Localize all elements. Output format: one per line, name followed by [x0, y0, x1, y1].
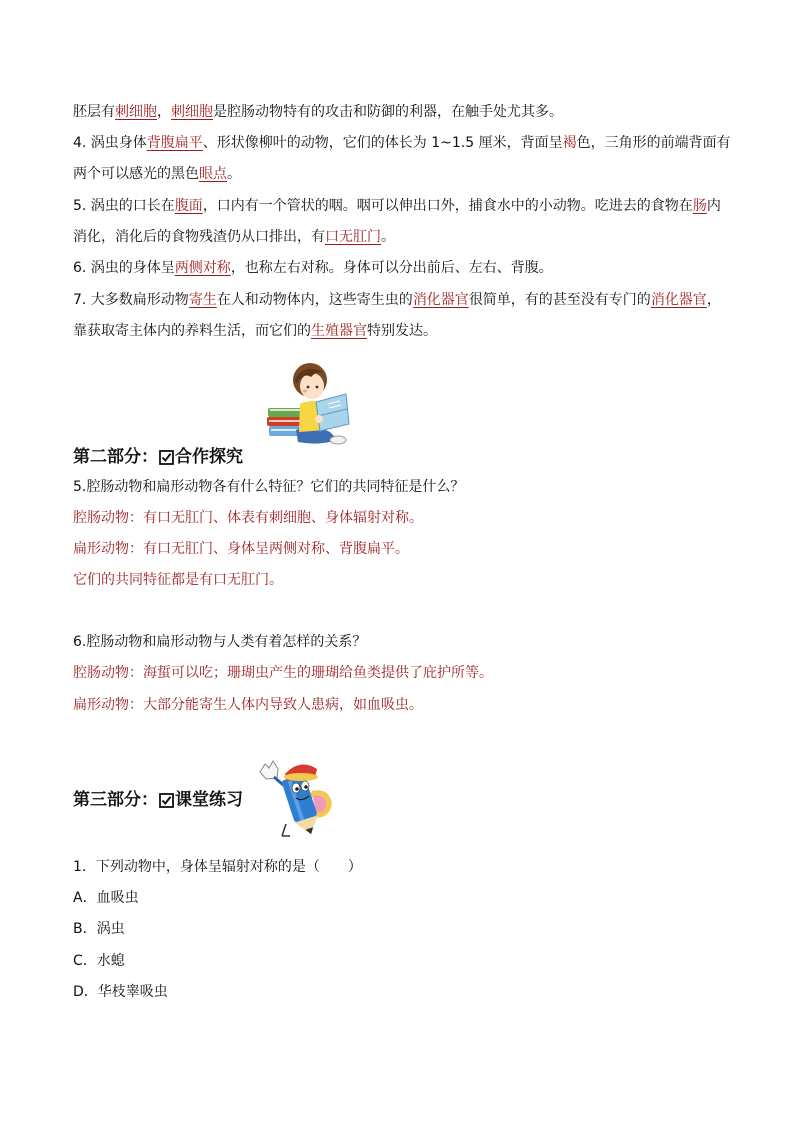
text-run: 。 [381, 229, 395, 245]
red-text: 褐 [562, 135, 577, 151]
highlighted-term: 背腹扁平 [146, 135, 203, 151]
text-run: ， [706, 292, 721, 308]
text-run: 很简单，有的甚至没有专门的 [468, 292, 651, 308]
boy-reading-books-illustration [266, 358, 352, 448]
question-6: 6.腔肠动物和扁形动物与人类有着怎样的关系？ [73, 634, 367, 650]
note-line-4 [73, 196, 721, 216]
highlighted-term: 肠 [692, 198, 707, 214]
highlighted-term: 口无肛门 [325, 229, 381, 245]
answer-6-line-1: 腔肠动物：海蜇可以吃；珊瑚虫产生的珊瑚给鱼类提供了庇护所等。 [73, 665, 493, 681]
note-line-8 [73, 321, 437, 341]
text-run: 是腔肠动物特有的攻击和防御的利器，在触手处尤其多。 [213, 104, 563, 120]
text-run: 7. 大多数扁形动物 [73, 292, 189, 308]
text-run: 5. 涡虫的口长在 [73, 198, 175, 214]
highlighted-term: 生殖器官 [311, 323, 367, 339]
mascot-hat-brim [284, 773, 318, 781]
text-run: 。 [227, 166, 241, 182]
answer-6-line-2: 扁形动物：大部分能寄生人体内导致人患病，如血吸虫。 [73, 697, 423, 713]
highlighted-term: 腹面 [174, 198, 203, 214]
book-green-pages [270, 409, 300, 411]
text-run: 4. 涡虫身体 [73, 135, 147, 151]
highlighted-term: 消化器官 [412, 292, 469, 308]
text-run: 内 [706, 198, 721, 214]
note-line-1 [73, 102, 563, 122]
answer-5-line-1: 腔肠动物：有口无肛门、体表有刺细胞、身体辐射对称。 [73, 510, 423, 526]
highlighted-term: 眼点 [199, 166, 227, 182]
boy-shoe [330, 436, 346, 444]
highlighted-term: 两侧对称 [174, 260, 231, 276]
answer-5-line-2: 扁形动物：有口无肛门、身体呈两侧对称、背腹扁平。 [73, 541, 409, 557]
section-2-label: 第二部分： [73, 447, 158, 467]
section-3-title: 课堂练习 [175, 790, 243, 810]
text-run: 靠获取寄主体内的养料生活，而它们的 [73, 323, 311, 339]
exercise-1-option-a: A．血吸虫 [73, 890, 139, 906]
text-run: ， [157, 104, 171, 120]
mascot-pupil-right [304, 785, 308, 789]
highlighted-term: 刺细胞 [171, 104, 213, 120]
text-run: 特别发达。 [367, 323, 437, 339]
book-red-pages [269, 420, 301, 422]
text-run: 色，三角形的前端背面有 [576, 135, 731, 151]
note-line-5 [73, 227, 395, 247]
boy-eye-left [307, 386, 310, 389]
boy-hand [315, 415, 323, 423]
text-run: ，也称左右对称。身体可以分出前后、左右、背腹。 [230, 260, 553, 276]
note-line-2 [73, 133, 731, 153]
question-5: 5.腔肠动物和扁形动物各有什么特征？它们的共同特征是什么？ [73, 479, 465, 495]
highlighted-term: 寄生 [188, 292, 217, 308]
pencil-mascot-illustration [256, 758, 342, 840]
exercise-1-question: 1．下列动物中，身体呈辐射对称的是（ ） [73, 859, 362, 875]
section-2-heading [73, 446, 243, 468]
exercise-1-option-c: C．水螅 [73, 953, 125, 969]
text-run: 胚层有 [73, 104, 115, 120]
text-run: 、形状像柳叶的动物，它们的体长为 1~1.5 厘米，背面呈 [202, 135, 563, 151]
exercise-1-option-d: D．华枝睾吸虫 [73, 984, 168, 1000]
note-line-3 [73, 164, 241, 184]
checkbox-checked-icon [159, 450, 174, 465]
text-run: 消化，消化后的食物残渣仍从口排出，有 [73, 229, 325, 245]
section-3-heading [73, 789, 243, 811]
text-run: 6. 涡虫的身体呈 [73, 260, 175, 276]
note-line-7 [73, 290, 721, 310]
mascot-pupil-left [295, 787, 299, 791]
section-3-label: 第三部分： [73, 790, 158, 810]
text-run: 两个可以感光的黑色 [73, 166, 199, 182]
note-line-6 [73, 258, 553, 278]
highlighted-term: 消化器官 [650, 292, 707, 308]
mascot-foot [282, 824, 290, 836]
boy-eye-right [316, 386, 319, 389]
boy-cheek [303, 390, 308, 393]
section-2-title: 合作探究 [175, 447, 243, 467]
highlighted-term: 刺细胞 [115, 104, 157, 120]
answer-5-line-3: 它们的共同特征都是有口无肛门。 [73, 572, 283, 588]
exercise-1-option-b: B．涡虫 [73, 921, 125, 937]
text-run: 在人和动物体内，这些寄生虫的 [216, 292, 413, 308]
text-run: ，口内有一个管状的咽。咽可以伸出口外，捕食水中的小动物。吃进去的食物在 [202, 198, 693, 214]
boy-face [300, 373, 324, 399]
checkbox-checked-icon [159, 793, 174, 808]
